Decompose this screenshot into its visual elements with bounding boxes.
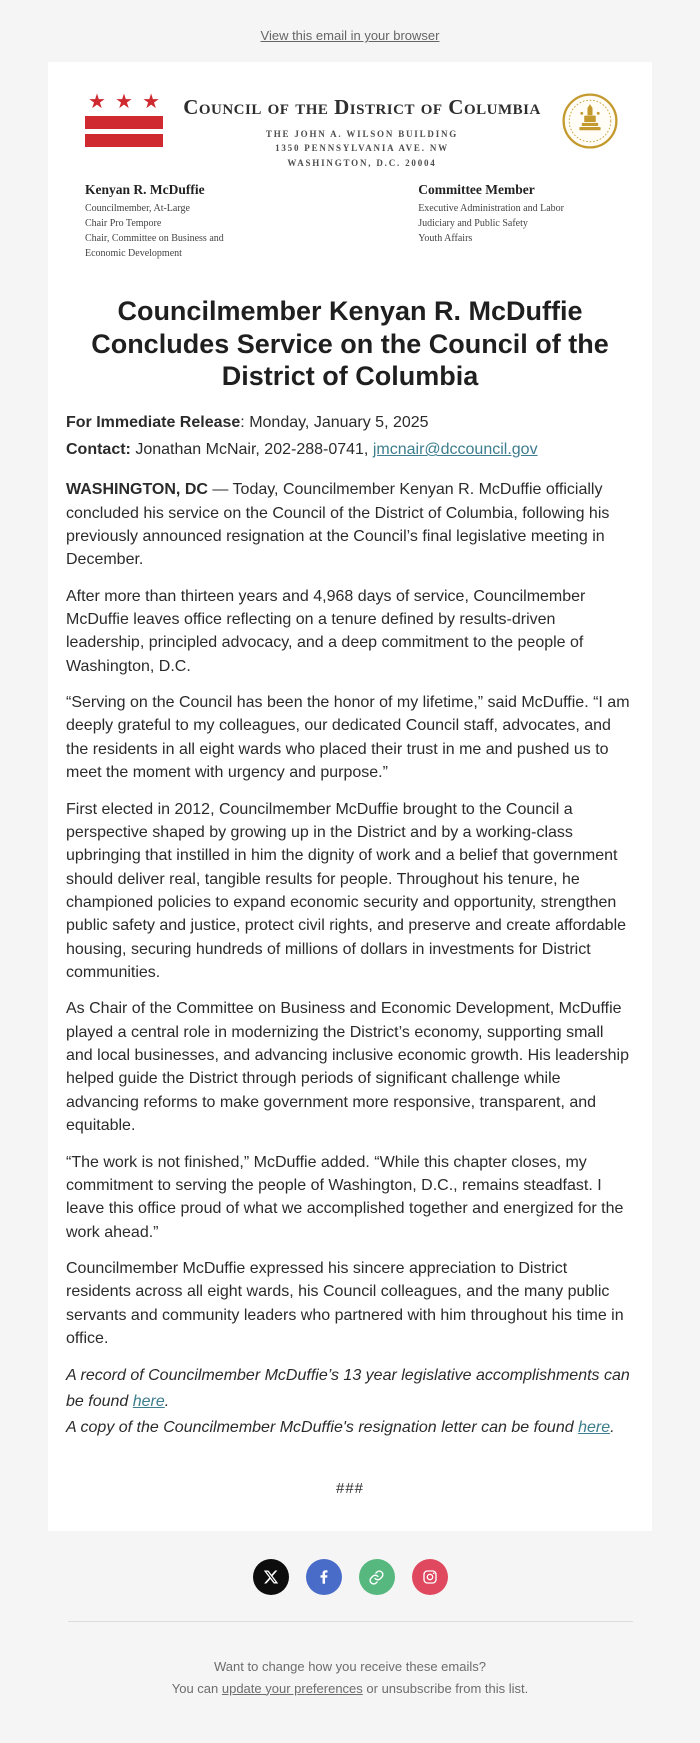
link-icon: [368, 1569, 385, 1586]
letterhead: [66, 78, 634, 170]
records-links-paragraph: [66, 1363, 634, 1440]
facebook-social-button[interactable]: [306, 1559, 342, 1595]
press-release-headline: Councilmember Kenyan R. McDuffie Concludes Service on the Council of the District of Columbia: [91, 296, 609, 392]
email-card: [48, 62, 652, 1531]
record-line-text: A record of Councilmember McDuffie’s 13 year legislative accomplishments can be found: [66, 1367, 630, 1410]
dc-flag-icon: [85, 92, 163, 147]
website-link-social-button[interactable]: [359, 1559, 395, 1595]
contact-email-link[interactable]: jmcnair@dccouncil.gov: [372, 441, 538, 459]
footer-line-text: or unsubscribe from this list.: [362, 1680, 529, 1696]
committee-item-line: Executive Administration and Labor: [418, 203, 564, 215]
committee-item-line: Youth Affairs: [418, 233, 473, 245]
record-line-text: .: [164, 1393, 170, 1410]
committee-item-line: Judiciary and Public Safety: [418, 218, 528, 230]
member-title-line: Economic Development: [85, 248, 182, 260]
member-block: [85, 182, 224, 261]
end-mark: ###: [335, 1480, 365, 1498]
body-paragraph: First elected in 2012, Councilmember McDuffie brought to the Council a perspective shaped by growing up in the District and by a working-class upbringing that instilled in him the dignity of work and a belief that government should deliver real, tangible results for people. Throughout his tenure, he championed policies to expand economic security and opportunity, strengthen public safety and justice, protect civil rights, and preserve and create affordable housing, securing hundreds of millions of dollars in investments for District communities.: [66, 800, 627, 982]
record-line-text: .: [610, 1418, 615, 1436]
member-title-line: Councilmember, At-Large: [85, 203, 190, 215]
paragraph-text: — Today, Councilmember Kenyan R. McDuffie officially concluded his service on the Council of the District of Columbia, following his previously announced resignation at the Council’s final legislative meeting in December.: [66, 481, 610, 569]
release-date: : Monday, January 5, 2025: [240, 414, 429, 432]
letterhead-names: [66, 170, 634, 271]
contact-line: [66, 437, 634, 464]
org-address-line: WASHINGTON, D.C. 20004: [287, 157, 437, 168]
x-icon: [263, 1569, 279, 1585]
contact-label: Contact:: [66, 441, 131, 459]
view-in-browser-link[interactable]: View this email in your browser: [260, 28, 440, 43]
update-preferences-link[interactable]: update your preferences: [221, 1680, 363, 1696]
footer-line-2: [0, 1678, 700, 1699]
body-paragraph: “Serving on the Council has been the honor of my lifetime,” said McDuffie. “I am deeply grateful to my colleagues, our dedicated Council staff, advocates, and the residents in all eight wards who placed their trust in me and pushed us to meet the moment with urgency and purpose.”: [66, 694, 630, 782]
dc-flag-stars: ★ ★ ★: [88, 91, 160, 113]
accomplishments-here-link[interactable]: here: [132, 1393, 165, 1410]
member-titles: [85, 201, 224, 261]
facebook-icon: [315, 1568, 333, 1586]
body-paragraph: As Chair of the Committee on Business and Economic Development, McDuffie played a central role in modernizing the District’s economy, supporting small and local businesses, and advancing inclusive economic growth. His leadership helped guide the District through periods of significant challenge while advancing reforms to make government more responsive, transparent, and equitable.: [66, 1000, 629, 1135]
resignation-letter-here-link[interactable]: here: [578, 1418, 611, 1436]
member-title-line: Chair, Committee on Business and: [85, 233, 224, 245]
member-title-line: Chair Pro Tempore: [85, 218, 162, 230]
record-line-text: A copy of the Councilmember McDuffie's resignation letter can be found: [66, 1418, 579, 1436]
member-name: Kenyan R. McDuffie: [85, 182, 205, 198]
org-title-block: [163, 92, 561, 170]
release-date-line: [66, 410, 634, 437]
footer-line-text: You can: [171, 1680, 222, 1696]
org-address-line: 1350 PENNSYLVANIA AVE. NW: [275, 143, 449, 154]
committee-items: [418, 201, 564, 246]
footer-text: [0, 1622, 700, 1725]
contact-info: Jonathan McNair, 202-288-0741,: [130, 441, 373, 459]
x-social-button[interactable]: [253, 1559, 289, 1595]
release-label: For Immediate Release: [66, 414, 241, 432]
body-paragraph: After more than thirteen years and 4,968 days of service, Councilmember McDuffie leaves office reflecting on a tenure defined by results-driven leadership, principled advocacy, and a deep commitment to the people of Washington, D.C.: [66, 587, 586, 675]
instagram-social-button[interactable]: [412, 1559, 448, 1595]
body-paragraph: Councilmember McDuffie expressed his sincere appreciation to District residents across all eight wards, his Council colleagues, and the many public servants and community leaders who partnered with him throughout his time in office.: [66, 1259, 624, 1348]
dc-flag-bar: [85, 134, 163, 147]
preheader: [0, 0, 700, 62]
dc-flag-bar: [85, 116, 163, 129]
dateline: WASHINGTON, DC: [66, 481, 208, 499]
body-paragraph: “The work is not finished,” McDuffie added. “While this chapter closes, my commitment to serving the people of Washington, D.C., remains steadfast. I leave this office proud of what we accomplished together and energized for the work ahead.”: [66, 1153, 624, 1241]
footer-line-1: Want to change how you receive these emails?: [214, 1659, 486, 1675]
committee-heading: Committee Member: [418, 182, 535, 198]
instagram-icon: [421, 1568, 439, 1586]
release-info: [66, 410, 634, 464]
org-address-line: THE JOHN A. WILSON BUILDING: [265, 129, 459, 140]
social-links-row: [0, 1531, 700, 1595]
committee-block: [418, 182, 564, 261]
body-paragraph: [66, 478, 634, 571]
org-address: [173, 127, 551, 170]
org-title: Council of the District of Columbia: [183, 95, 541, 119]
dc-council-seal-icon: [561, 92, 619, 150]
